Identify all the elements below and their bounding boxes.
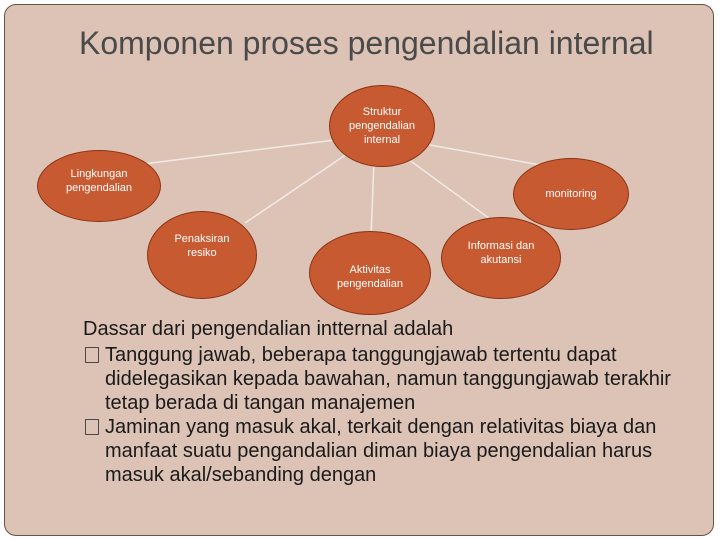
node-penaksiran-resiko — [147, 211, 257, 299]
node-penaksiran-label: Penaksiran resiko — [174, 233, 230, 259]
bullet-item — [83, 343, 683, 415]
node-aktivitas-label: Aktivitas pengendalian — [336, 264, 404, 290]
slide — [4, 4, 714, 536]
bullet-text: Tanggung jawab, beberapa tanggungjawab tertentu dapat didelegasikan kepada bawahan, namun tanggungjawab terakhir tetap berada di tangan manajemen — [105, 344, 671, 414]
checkbox-bullet-icon — [85, 347, 99, 363]
node-informasi-label: Informasi dan akutansi — [467, 240, 535, 266]
node-lingkungan-pengendalian — [37, 150, 161, 222]
bullet-item — [83, 415, 683, 487]
node-informasi-akutansi — [441, 217, 561, 299]
node-lingkungan-label: Lingkungan pengendalian — [65, 168, 133, 194]
body-text — [83, 317, 683, 487]
node-aktivitas-pengendalian — [309, 231, 431, 315]
body-intro: Dassar dari pengendalian intternal adalah — [83, 318, 454, 340]
bullet-text: Jaminan yang masuk akal, terkait dengan relativitas biaya dan manfaat suatu pengandalian diman biaya pengendalian harus masuk akal/sebanding dengan — [105, 416, 657, 486]
slide-title: Komponen proses pengendalian internal — [79, 25, 654, 61]
node-struktur-pengendalian — [329, 85, 435, 167]
node-monitoring — [513, 158, 629, 230]
checkbox-bullet-icon — [85, 419, 99, 435]
node-monitoring-label: monitoring — [545, 188, 597, 200]
node-struktur-label: Struktur pengendalian internal — [348, 106, 416, 146]
